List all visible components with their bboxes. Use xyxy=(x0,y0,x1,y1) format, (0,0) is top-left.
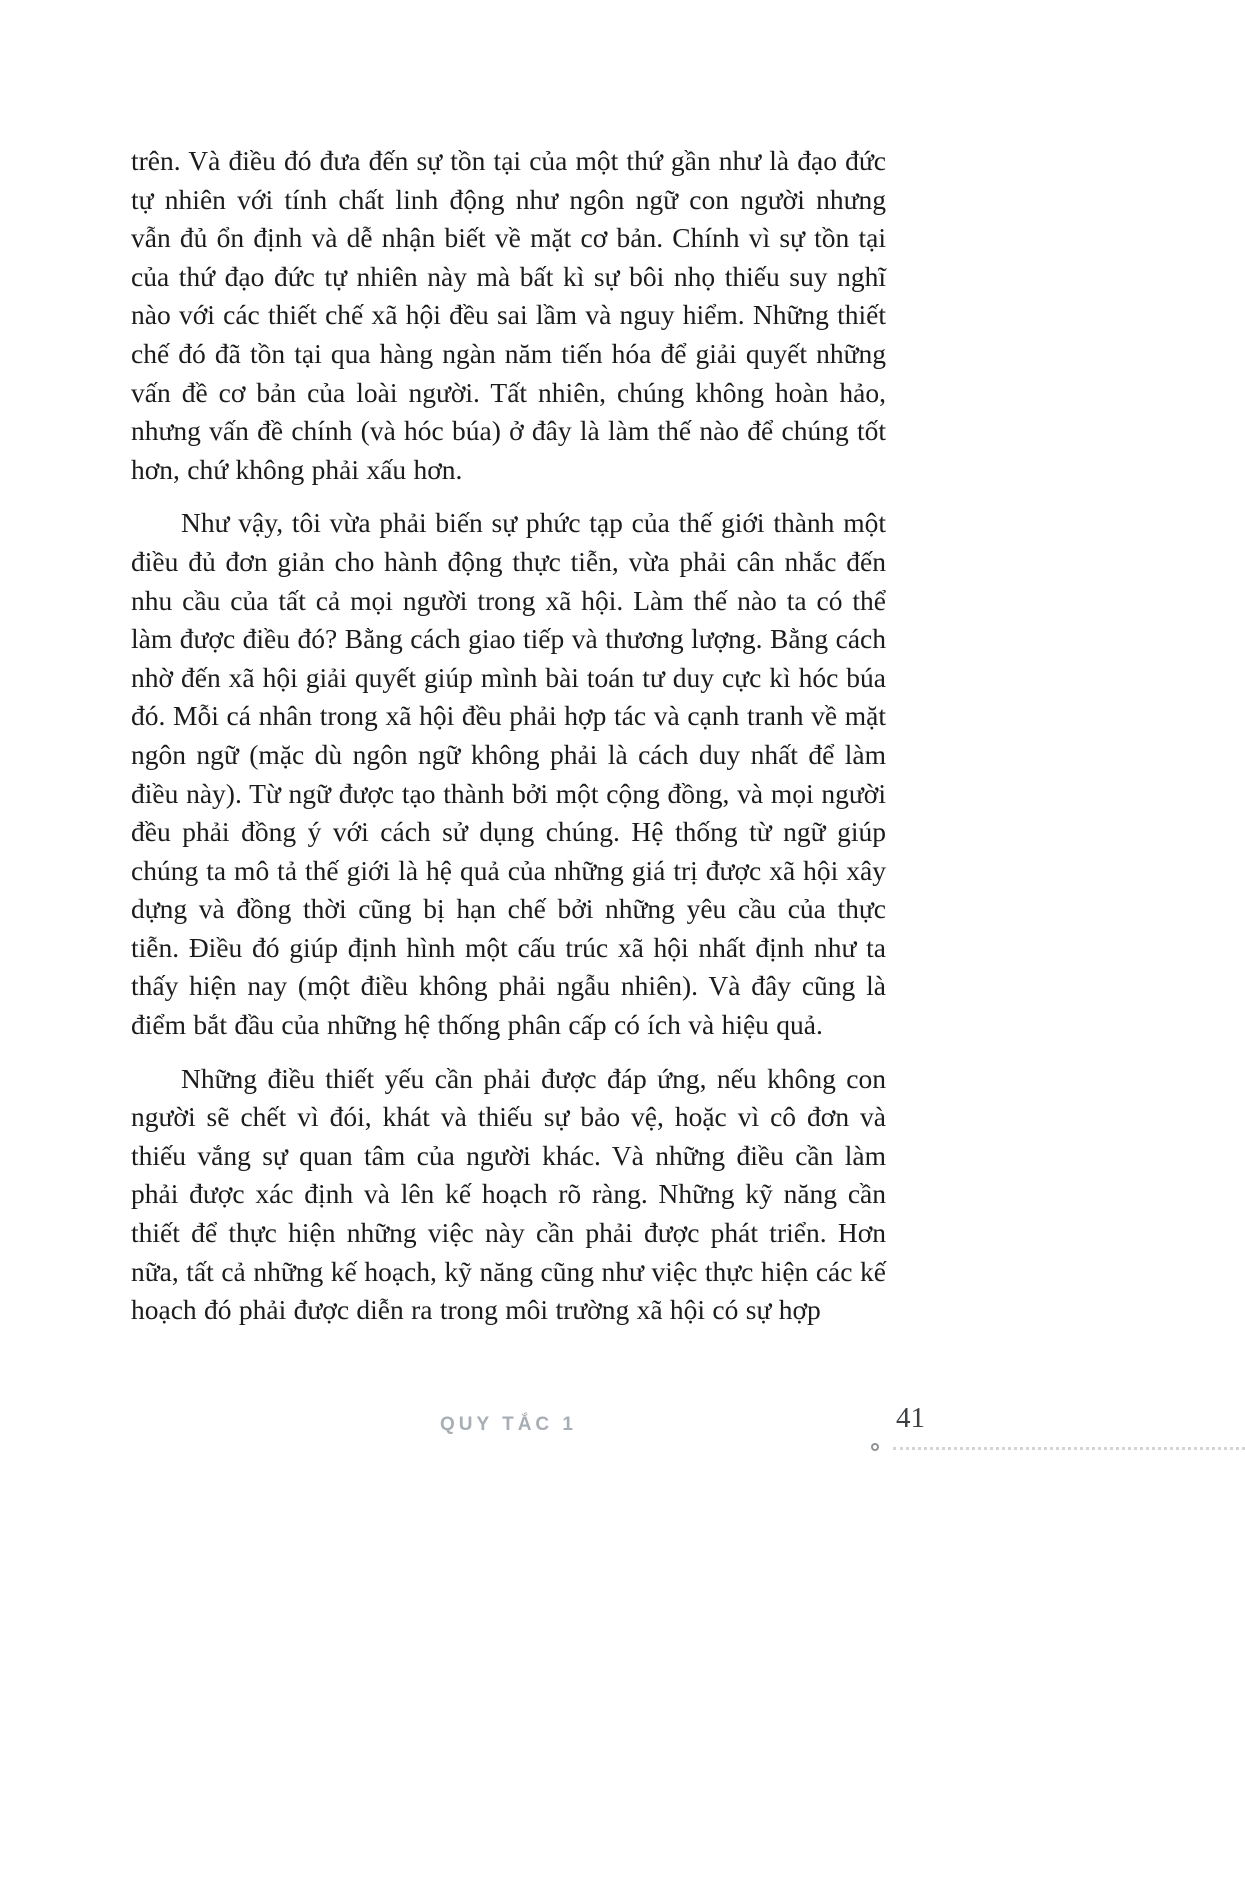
footer-dotted-rule xyxy=(893,1447,1245,1450)
paragraphs xyxy=(131,142,886,1330)
footer-ring-ornament xyxy=(871,1443,879,1451)
paragraph: Những điều thiết yếu cần phải được đáp ứng, nếu không con người sẽ chết vì đói, khát và thiếu sự bảo vệ, hoặc vì cô đơn và thiếu vắng sự quan tâm của người khác. Và những điều cần làm phải được xác định và lên kế hoạch rõ ràng. Những kỹ năng cần thiết để thực hiện những việc này cần phải được phát triển. Hơn nữa, tất cả những kế hoạch, kỹ năng cũng như việc thực hiện các kế hoạch đó phải được diễn ra trong môi trường xã hội có sự hợp xyxy=(131,1062,886,1326)
paragraph: trên. Và điều đó đưa đến sự tồn tại của một thứ gần như là đạo đức tự nhiên với tính chất linh động như ngôn ngữ con người nhưng vẫn đủ ổn định và dễ nhận biết về mặt cơ bản. Chính vì sự tồn tại của thứ đạo đức tự nhiên này mà bất kì sự bôi nhọ thiếu suy nghĩ nào với các thiết chế xã hội đều sai lầm và nguy hiểm. Những thiết chế đó đã tồn tại qua hàng ngàn năm tiến hóa để giải quyết những vấn đề cơ bản của loài người. Tất nhiên, chúng không hoàn hảo, nhưng vấn đề chính (và hóc búa) ở đây là làm thế nào để chúng tốt hơn, chứ không phải xấu hơn. xyxy=(131,145,886,485)
page-number: 41 xyxy=(896,1402,925,1434)
paragraph: Như vậy, tôi vừa phải biến sự phức tạp của thế giới thành một điều đủ đơn giản cho hành động thực tiễn, vừa phải cân nhắc đến nhu cầu của tất cả mọi người trong xã hội. Làm thế nào ta có thể làm được điều đó? Bằng cách giao tiếp và thương lượng. Bằng cách nhờ đến xã hội giải quyết giúp mình bài toán tư duy cực kì hóc búa đó. Mỗi cá nhân trong xã hội đều phải hợp tác và cạnh tranh về mặt ngôn ngữ (mặc dù ngôn ngữ không phải là cách duy nhất để làm điều này). Từ ngữ được tạo thành bởi một cộng đồng, và mọi người đều phải đồng ý với cách sử dụng chúng. Hệ thống từ ngữ giúp chúng ta mô tả thế giới là hệ quả của những giá trị được xã hội xây dựng và đồng thời cũng bị hạn chế bởi những yêu cầu của thực tiễn. Điều đó giúp định hình một cấu trúc xã hội nhất định như ta thấy hiện nay (một điều không phải ngẫu nhiên). Và đây cũng là điểm bắt đầu của những hệ thống phân cấp có ích và hiệu quả. xyxy=(131,507,886,1041)
footer-section-label: QUY TẮC 1 xyxy=(439,1414,577,1435)
